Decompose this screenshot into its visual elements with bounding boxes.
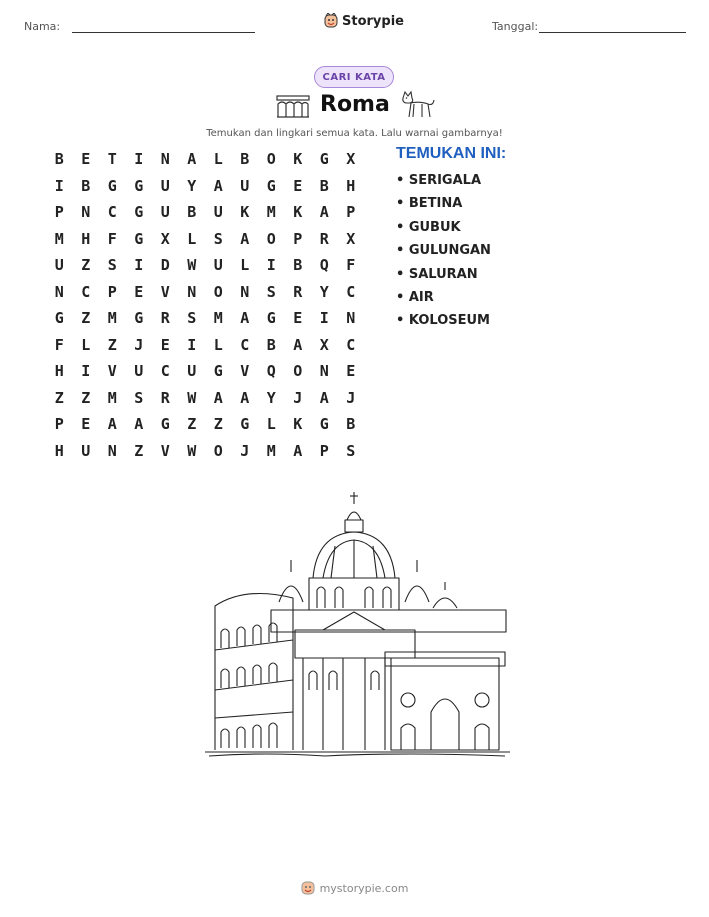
- grid-cell[interactable]: F: [54, 335, 64, 354]
- grid-cell[interactable]: D: [160, 256, 170, 275]
- grid-cell[interactable]: E: [81, 150, 91, 169]
- grid-cell[interactable]: M: [266, 203, 276, 222]
- grid-cell[interactable]: I: [266, 256, 276, 275]
- grid-cell[interactable]: I: [187, 335, 197, 354]
- grid-cell[interactable]: O: [213, 282, 223, 301]
- grid-cell[interactable]: T: [107, 150, 117, 169]
- brand-name: Storypie: [342, 13, 404, 29]
- grid-cell[interactable]: S: [187, 309, 197, 328]
- grid-cell[interactable]: N: [81, 203, 91, 222]
- grid-cell[interactable]: E: [134, 282, 144, 301]
- grid-cell[interactable]: N: [187, 282, 197, 301]
- word-list-item: • BETINA: [396, 196, 463, 212]
- grid-cell[interactable]: X: [319, 335, 329, 354]
- grid-cell[interactable]: G: [54, 309, 64, 328]
- grid-cell[interactable]: U: [187, 362, 197, 381]
- grid-cell[interactable]: H: [81, 229, 91, 248]
- word-list-title: TEMUKAN INI:: [396, 145, 507, 162]
- grid-cell[interactable]: O: [266, 150, 276, 169]
- grid-cell[interactable]: J: [134, 335, 144, 354]
- grid-cell[interactable]: S: [213, 229, 223, 248]
- grid-cell[interactable]: I: [54, 176, 64, 195]
- grid-cell[interactable]: J: [346, 388, 356, 407]
- grid-cell[interactable]: G: [134, 309, 144, 328]
- grid-cell[interactable]: H: [54, 362, 64, 381]
- grid-cell[interactable]: H: [54, 441, 64, 460]
- grid-cell[interactable]: Y: [319, 282, 329, 301]
- grid-cell[interactable]: J: [240, 441, 250, 460]
- wolf-icon: [400, 90, 436, 120]
- grid-cell[interactable]: U: [240, 176, 250, 195]
- grid-cell[interactable]: Z: [107, 335, 117, 354]
- grid-cell[interactable]: I: [319, 309, 329, 328]
- grid-cell[interactable]: W: [187, 256, 197, 275]
- name-field-line[interactable]: [72, 32, 255, 33]
- grid-cell[interactable]: A: [213, 176, 223, 195]
- grid-cell[interactable]: M: [107, 388, 117, 407]
- grid-cell[interactable]: G: [134, 176, 144, 195]
- grid-cell[interactable]: A: [240, 388, 250, 407]
- grid-cell[interactable]: I: [81, 362, 91, 381]
- grid-cell[interactable]: I: [134, 150, 144, 169]
- grid-cell[interactable]: U: [160, 176, 170, 195]
- storypie-logo-icon: [324, 13, 338, 29]
- grid-cell[interactable]: H: [346, 176, 356, 195]
- grid-cell[interactable]: L: [187, 229, 197, 248]
- grid-cell[interactable]: V: [240, 362, 250, 381]
- grid-cell[interactable]: E: [293, 309, 303, 328]
- grid-cell[interactable]: N: [160, 150, 170, 169]
- grid-cell[interactable]: O: [266, 229, 276, 248]
- grid-cell[interactable]: J: [293, 388, 303, 407]
- grid-cell[interactable]: L: [240, 256, 250, 275]
- grid-cell[interactable]: P: [107, 282, 117, 301]
- grid-cell[interactable]: E: [160, 335, 170, 354]
- grid-cell[interactable]: X: [160, 229, 170, 248]
- grid-cell[interactable]: S: [346, 441, 356, 460]
- grid-cell[interactable]: U: [160, 203, 170, 222]
- grid-cell[interactable]: P: [319, 441, 329, 460]
- grid-cell[interactable]: S: [134, 388, 144, 407]
- grid-cell[interactable]: M: [54, 229, 64, 248]
- grid-cell[interactable]: C: [240, 335, 250, 354]
- grid-cell[interactable]: U: [134, 362, 144, 381]
- grid-cell[interactable]: A: [319, 388, 329, 407]
- grid-cell[interactable]: G: [319, 415, 329, 434]
- grid-cell[interactable]: G: [266, 309, 276, 328]
- aqueduct-icon: [276, 93, 310, 119]
- grid-cell[interactable]: M: [107, 309, 117, 328]
- grid-cell[interactable]: G: [107, 176, 117, 195]
- grid-cell[interactable]: B: [187, 203, 197, 222]
- grid-cell[interactable]: Q: [266, 362, 276, 381]
- grid-cell[interactable]: F: [107, 229, 117, 248]
- grid-cell[interactable]: A: [134, 415, 144, 434]
- grid-cell[interactable]: B: [54, 150, 64, 169]
- grid-cell[interactable]: U: [213, 256, 223, 275]
- grid-cell[interactable]: B: [266, 335, 276, 354]
- grid-cell[interactable]: C: [160, 362, 170, 381]
- grid-cell[interactable]: K: [293, 415, 303, 434]
- grid-cell[interactable]: C: [346, 282, 356, 301]
- grid-cell[interactable]: S: [107, 256, 117, 275]
- grid-cell[interactable]: Z: [187, 415, 197, 434]
- grid-cell[interactable]: A: [213, 388, 223, 407]
- grid-cell[interactable]: N: [107, 441, 117, 460]
- grid-cell[interactable]: E: [346, 362, 356, 381]
- grid-cell[interactable]: L: [213, 335, 223, 354]
- grid-cell[interactable]: C: [107, 203, 117, 222]
- instructions-text: Temukan dan lingkari semua kata. Lalu warnai gambarnya!: [206, 128, 503, 139]
- category-badge: CARI KATA: [314, 66, 394, 88]
- grid-cell[interactable]: Z: [134, 441, 144, 460]
- grid-cell[interactable]: V: [160, 441, 170, 460]
- grid-cell[interactable]: R: [293, 282, 303, 301]
- grid-cell[interactable]: G: [213, 362, 223, 381]
- word-list: [396, 172, 491, 336]
- grid-cell[interactable]: N: [54, 282, 64, 301]
- grid-cell[interactable]: G: [134, 229, 144, 248]
- grid-cell[interactable]: N: [240, 282, 250, 301]
- grid-cell[interactable]: B: [346, 415, 356, 434]
- name-label: Nama:: [24, 20, 61, 33]
- grid-cell[interactable]: R: [160, 388, 170, 407]
- date-label: Tanggal:: [492, 20, 539, 33]
- grid-cell[interactable]: E: [293, 176, 303, 195]
- grid-cell[interactable]: L: [81, 335, 91, 354]
- footer: [0, 880, 709, 896]
- grid-cell[interactable]: A: [293, 335, 303, 354]
- grid-cell[interactable]: N: [346, 309, 356, 328]
- grid-cell[interactable]: Q: [319, 256, 329, 275]
- grid-cell[interactable]: P: [293, 229, 303, 248]
- grid-cell[interactable]: Y: [266, 388, 276, 407]
- footer-url[interactable]: mystorypie.com: [319, 881, 409, 895]
- grid-cell[interactable]: Y: [187, 176, 197, 195]
- grid-cell[interactable]: F: [346, 256, 356, 275]
- word-list-item: • GUBUK: [396, 219, 461, 235]
- grid-cell[interactable]: K: [240, 203, 250, 222]
- grid-cell[interactable]: Z: [213, 415, 223, 434]
- grid-cell[interactable]: Z: [81, 309, 91, 328]
- grid-cell[interactable]: N: [319, 362, 329, 381]
- grid-cell[interactable]: B: [293, 256, 303, 275]
- grid-cell[interactable]: A: [187, 150, 197, 169]
- grid-cell[interactable]: B: [81, 176, 91, 195]
- roman-architecture-illustration: [205, 490, 510, 760]
- grid-cell[interactable]: I: [134, 256, 144, 275]
- grid-cell[interactable]: A: [240, 309, 250, 328]
- grid-cell[interactable]: C: [346, 335, 356, 354]
- grid-cell[interactable]: A: [293, 441, 303, 460]
- grid-cell[interactable]: M: [213, 309, 223, 328]
- grid-cell[interactable]: O: [213, 441, 223, 460]
- grid-cell[interactable]: M: [266, 441, 276, 460]
- grid-cell[interactable]: Z: [81, 388, 91, 407]
- grid-cell[interactable]: P: [54, 203, 64, 222]
- word-list-item: • SERIGALA: [396, 173, 482, 188]
- grid-cell[interactable]: B: [240, 150, 250, 169]
- brand-logo: [324, 13, 404, 29]
- word-list-item: • KOLOSEUM: [396, 313, 490, 329]
- word-list-item: • AIR: [396, 289, 434, 305]
- grid-cell[interactable]: Z: [81, 256, 91, 275]
- grid-cell[interactable]: B: [319, 176, 329, 195]
- grid-cell[interactable]: E: [81, 415, 91, 434]
- grid-cell[interactable]: G: [160, 415, 170, 434]
- grid-cell[interactable]: G: [319, 150, 329, 169]
- grid-cell[interactable]: R: [160, 309, 170, 328]
- word-list-item: • SALURAN: [396, 266, 478, 282]
- grid-cell[interactable]: Z: [54, 388, 64, 407]
- grid-cell[interactable]: W: [187, 388, 197, 407]
- grid-cell[interactable]: A: [319, 203, 329, 222]
- grid-cell[interactable]: X: [346, 229, 356, 248]
- grid-cell[interactable]: P: [54, 415, 64, 434]
- word-list-item: • GULUNGAN: [396, 243, 491, 259]
- grid-cell[interactable]: A: [107, 415, 117, 434]
- grid-cell[interactable]: W: [187, 441, 197, 460]
- page-title: Roma: [320, 92, 390, 117]
- grid-cell[interactable]: R: [319, 229, 329, 248]
- word-search-grid[interactable]: [46, 146, 364, 464]
- grid-cell[interactable]: O: [293, 362, 303, 381]
- grid-cell[interactable]: S: [266, 282, 276, 301]
- date-field-line[interactable]: [539, 32, 686, 33]
- grid-cell[interactable]: G: [240, 415, 250, 434]
- grid-cell[interactable]: V: [160, 282, 170, 301]
- grid-cell[interactable]: U: [54, 256, 64, 275]
- grid-cell[interactable]: U: [213, 203, 223, 222]
- grid-cell[interactable]: L: [213, 150, 223, 169]
- grid-cell[interactable]: V: [107, 362, 117, 381]
- grid-cell[interactable]: G: [266, 176, 276, 195]
- storypie-logo-icon: [301, 880, 315, 896]
- grid-cell[interactable]: K: [293, 150, 303, 169]
- grid-cell[interactable]: U: [81, 441, 91, 460]
- grid-cell[interactable]: G: [134, 203, 144, 222]
- grid-cell[interactable]: K: [293, 203, 303, 222]
- grid-cell[interactable]: X: [346, 150, 356, 169]
- grid-cell[interactable]: C: [81, 282, 91, 301]
- grid-cell[interactable]: A: [240, 229, 250, 248]
- grid-cell[interactable]: P: [346, 203, 356, 222]
- grid-cell[interactable]: L: [266, 415, 276, 434]
